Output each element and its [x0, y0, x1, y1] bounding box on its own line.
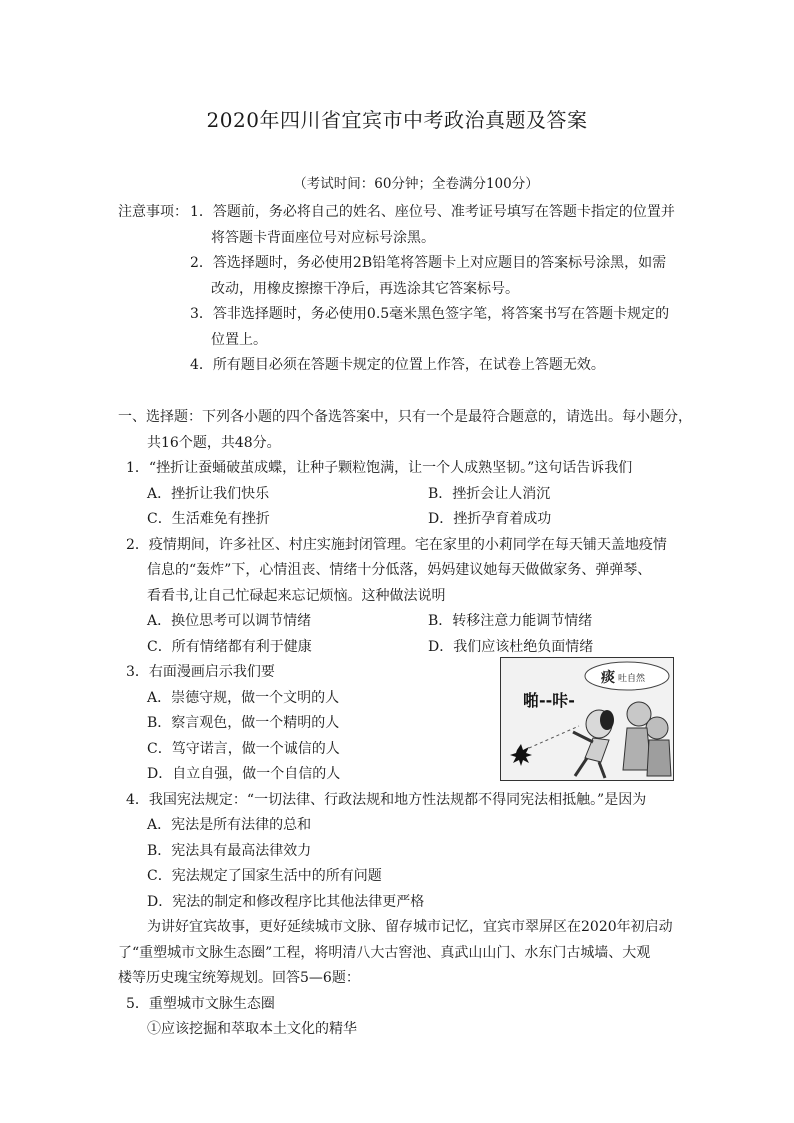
passage-line: 为讲好宜宾故事，更好延续城市文脉、留存城市记忆，宜宾市翠屏区在2020年初启动: [147, 919, 673, 935]
choice-a: A．挫折让我们快乐: [147, 486, 270, 502]
notes-line: 2．答选择题时，务必使用2B铅笔将答题卡上对应题目的答案标号涂黑，如需: [190, 255, 667, 271]
notes-line: 位置上。: [211, 332, 267, 348]
cartoon-caption-sub: 吐自然: [618, 674, 646, 684]
question-stem: 4．我国宪法规定：“一切法律、行政法规和地方性法规都不得同宪法相抵触。”是因为: [126, 792, 647, 808]
question-stem: 信息的“轰炸”下，心情沮丧、情绪十分低落，妈妈建议她每天做做家务、弹弹琴、: [147, 562, 652, 578]
notes-line: 3．答非选择题时，务必使用0.5毫米黑色签字笔，将答案书写在答题卡规定的: [190, 306, 670, 322]
question-stem: 5．重塑城市文脉生态圈: [126, 996, 275, 1012]
choice-c: C．所有情绪都有利于健康: [147, 639, 312, 655]
notes-label: 注意事项：: [118, 204, 188, 220]
list-item: ①应该挖掘和萃取本土文化的精华: [147, 1021, 357, 1037]
question-stem: 3．右面漫画启示我们要: [126, 664, 275, 680]
question-stem: 1．“挫折让蚕蛹破茧成蝶，让种子颗粒饱满，让一个人成熟坚韧。”这句话告诉我们: [126, 460, 633, 476]
section-heading: 一、选择题：下列各小题的四个备选答案中，只有一个是最符合题意的，请选出。每小题分，: [118, 409, 692, 425]
choice-b: B．挫折会让人消沉: [428, 486, 551, 502]
notes-line: 4．所有题目必须在答题卡规定的位置上作答，在试卷上答题无效。: [190, 357, 605, 373]
choice-b: B．察言观色，做一个精明的人: [147, 715, 340, 731]
cartoon-illustration: [500, 657, 674, 781]
choice-c: C．宪法规定了国家生活中的所有问题: [147, 868, 382, 884]
notes-line: 1．答题前，务必将自己的姓名、座位号、准考证号填写在答题卡指定的位置并: [190, 204, 675, 220]
section-heading: 共16个题，共48分。: [147, 435, 281, 451]
choice-c: C．笃守诺言，做一个诚信的人: [147, 741, 340, 757]
cartoon-drawing: [501, 658, 673, 780]
cartoon-caption-main: 痰: [601, 670, 615, 686]
cartoon-sound-text: 啪--咔-: [523, 691, 575, 710]
question-stem: 看看书,让自己忙碌起来忘记烦恼。这种做法说明: [147, 588, 446, 604]
choice-d: D．我们应该杜绝负面情绪: [428, 639, 594, 655]
choice-a: A．宪法是所有法律的总和: [147, 817, 312, 833]
question-stem: 2．疫情期间，许多社区、村庄实施封闭管理。宅在家里的小莉同学在每天铺天盖地疫情: [126, 537, 667, 553]
choice-c: C．生活难免有挫折: [147, 511, 270, 527]
exam-info: （考试时间：60分钟；全卷满分100分）: [293, 176, 539, 192]
choice-d: D．宪法的制定和修改程序比其他法律更严格: [147, 894, 425, 910]
choice-b: B．转移注意力能调节情绪: [428, 613, 593, 629]
notes-line: 改动，用橡皮擦擦干净后，再选涂其它答案标号。: [211, 281, 519, 297]
choice-a: A．换位思考可以调节情绪: [147, 613, 312, 629]
choice-b: B．宪法具有最高法律效力: [147, 843, 312, 859]
page-title: 2020年四川省宜宾市中考政治真题及答案: [206, 108, 588, 132]
passage-line: 楼等历史瑰宝统筹规划。回答5—6题：: [118, 970, 360, 986]
notes-line: 将答题卡背面座位号对应标号涂黑。: [211, 230, 435, 246]
passage-line: 了“重塑城市文脉生态圈”工程，将明清八大古窖池、真武山山门、水东门古城墙、大观: [118, 945, 651, 961]
choice-a: A．崇德守规，做一个文明的人: [147, 690, 340, 706]
choice-d: D．自立自强，做一个自信的人: [147, 766, 341, 782]
choice-d: D．挫折孕育着成功: [428, 511, 552, 527]
